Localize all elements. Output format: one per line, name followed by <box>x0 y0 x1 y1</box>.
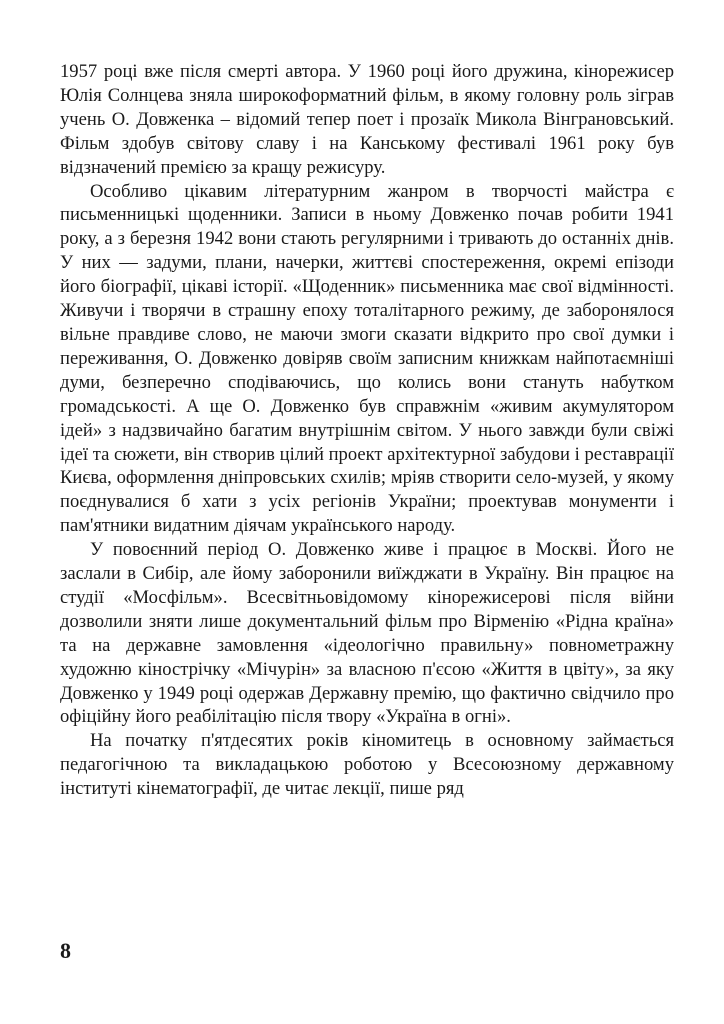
page-body <box>60 60 674 801</box>
paragraph-2: Особливо цікавим літературним жанром в творчості майстра є письменницькі щоденники. Записи в ньому Довженко почав робити 1941 року, а з березня 1942 вони стають регулярними і тривають до останніх днів. У них — задуми, плани, начерки, життєві спостереження, окремі епізоди його біографії, цікаві історії. «Щоденник» письменника має свої відмінності. Живучи і творячи в страшну епоху тоталітарного режиму, де заборонялося вільне правдиве слово, не маючи змоги сказати відкрито про свої думки і переживання, О. Довженко довіряв своїм записним книжкам найпотаємніші думи, безперечно сподіваючись, що колись вони стануть набутком громадськості. А ще О. Довженко був справжнім «живим акумулятором ідей» з надзвичайно багатим внутрішнім світом. У нього завжди були свіжі ідеї та сюжети, він створив цілий проект архітектурної забудови і реставрації Києва, оформлення дніпровських схилів; мріяв створити село-музей, у якому поєднувалися б хати з усіх регіонів України; проектував монументи і пам'ятники видатним діячам українського народу. <box>60 180 674 537</box>
paragraph-4: На початку п'ятдесятих років кіномитець в основному займається педагогічною та викладацькою роботою у Всесоюзному державному інституті кінематографії, де читає лекції, пише ряд <box>60 730 674 800</box>
page-number: 8 <box>60 938 71 963</box>
paragraph-1: 1957 році вже після смерті автора. У 1960 році його дружина, кінорежисер Юлія Солнцева зняла широкоформатний фільм, в якому головну роль зіграв учень О. Довженка – відомий тепер поет і прозаїк Микола Вінграновський. Фільм здобув світову славу і на Канському фестивалі 1961 року був відзначений премією за кращу режисуру. <box>60 61 674 178</box>
paragraph-3: У повоєнний період О. Довженко живе і працює в Москві. Його не заслали в Сибір, але йому заборонили виїжджати в Україну. Він працює на студії «Мосфільм». Всесвітньовідомому кінорежисерові після війни дозволили зняти лише документальний фільм про Вірменію «Рідна країна» та на державне замовлення «ідеологічно правильну» повнометражну художню кінострічку «Мічурін» за власною п'єсою «Життя в цвіту», за яку Довженко у 1949 році одержав Державну премію, що фактично свідчило про офіційну його реабілітацію після твору «Україна в огні». <box>60 539 674 728</box>
